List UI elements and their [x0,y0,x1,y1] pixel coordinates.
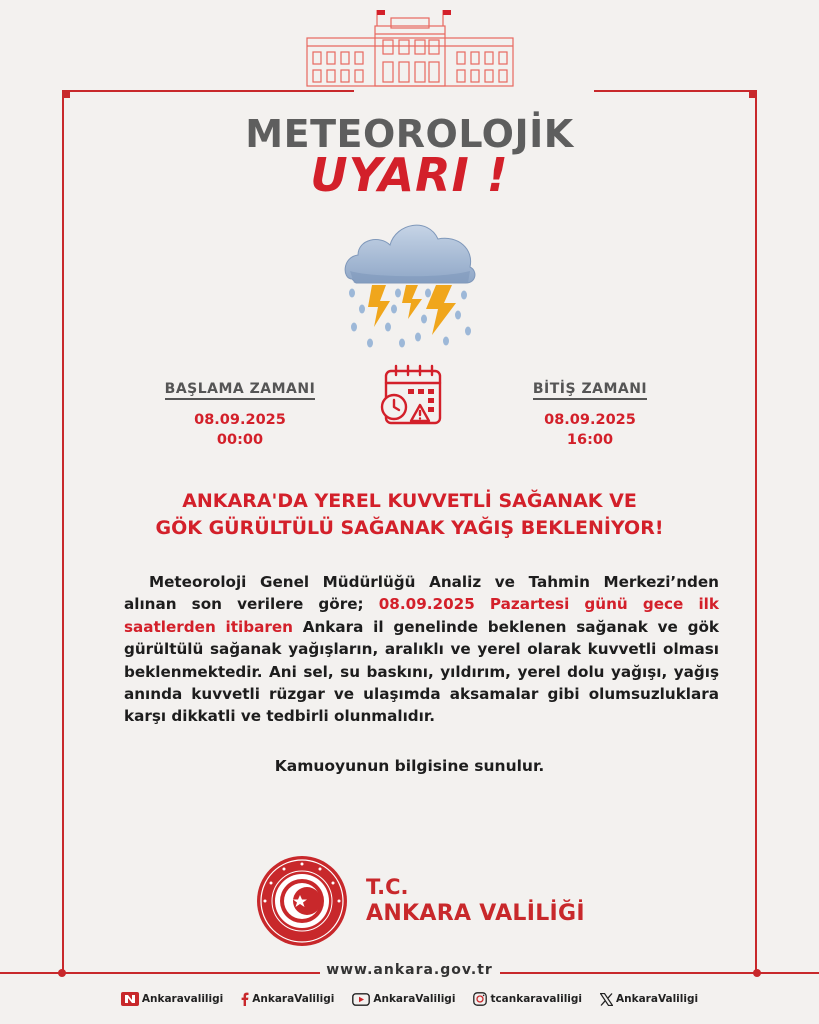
social-facebook[interactable] [241,992,334,1006]
frame-corner-left [62,90,70,98]
nsosyal-icon [121,992,139,1006]
paragraph-part2: Ankara il genelinde beklenen sağanak ve gök gürültülü sağanak yağışların, aralıklı ve yerel olarak kuvvetli olması beklenmektedir. Ani sel, su baskını, yıldırım, yerel dolu yağışı, yağış anında kuvvetli rüzgar ve ulaşımda aksamalar gibi olumsuzluklara karşı dikkatli ve tedbirli olunmalıdır. [124,617,719,726]
social-nsosyal[interactable] [121,992,223,1006]
org-line1: T.C. [366,875,409,899]
title-meteorological: METEOROLOJİK [245,112,574,156]
org-line2: ANKARA VALİLİĞİ [366,901,585,926]
headline-line1: ANKARA'DA YEREL KUVVETLİ SAĞANAK VE [182,490,637,512]
social-youtube-label: AnkaraValiligi [373,993,456,1005]
paragraph-part1: Meteoroloji Genel Müdürlüğü Analiz ve Tahmin Merkezi’nden alınan son verilere göre; [124,573,719,614]
closing-statement: Kamuoyunun bilgisine sunulur. [274,757,545,775]
building-icon [305,10,515,88]
x-icon [600,993,613,1006]
headline-line2: GÖK GÜRÜLTÜLÜ SAĞANAK YAĞIŞ BEKLENİYOR! [155,517,664,539]
end-time-block [500,378,680,450]
website-link[interactable]: www.ankara.gov.tr [326,962,493,978]
frame-corner-right [749,90,757,98]
end-time-label: BİTİŞ ZAMANI [533,381,647,400]
social-x[interactable] [600,992,698,1006]
social-instagram-label: tcankaravaliligi [490,993,583,1005]
calendar-warning-icon [378,363,444,427]
social-x-label: AnkaraValiligi [616,993,699,1005]
warning-paragraph [124,571,719,728]
end-date: 08.09.2025 [544,412,636,428]
start-time-label: BAŞLAMA ZAMANI [165,381,316,400]
warning-headline [0,488,819,542]
social-facebook-label: AnkaraValiligi [252,993,335,1005]
frame-gap [354,88,594,96]
paragraph-highlight: 08.09.2025 Pazartesi günü gece ilk saatlerden itibaren [124,595,719,636]
title-warning: UYARI ! [310,148,509,202]
social-links [0,992,819,1006]
social-instagram[interactable] [473,992,582,1006]
organization-name [366,875,585,927]
social-youtube[interactable] [352,992,455,1006]
social-nsosyal-label: Ankaravaliligi [141,993,224,1005]
government-seal-icon [256,855,348,947]
storm-cloud-icon [340,205,480,350]
start-time: 00:00 [216,432,264,448]
youtube-icon [352,993,370,1006]
end-time: 16:00 [566,432,614,448]
instagram-icon [473,992,487,1006]
start-date: 08.09.2025 [194,412,286,428]
facebook-icon [241,992,249,1006]
start-time-block [150,378,330,450]
